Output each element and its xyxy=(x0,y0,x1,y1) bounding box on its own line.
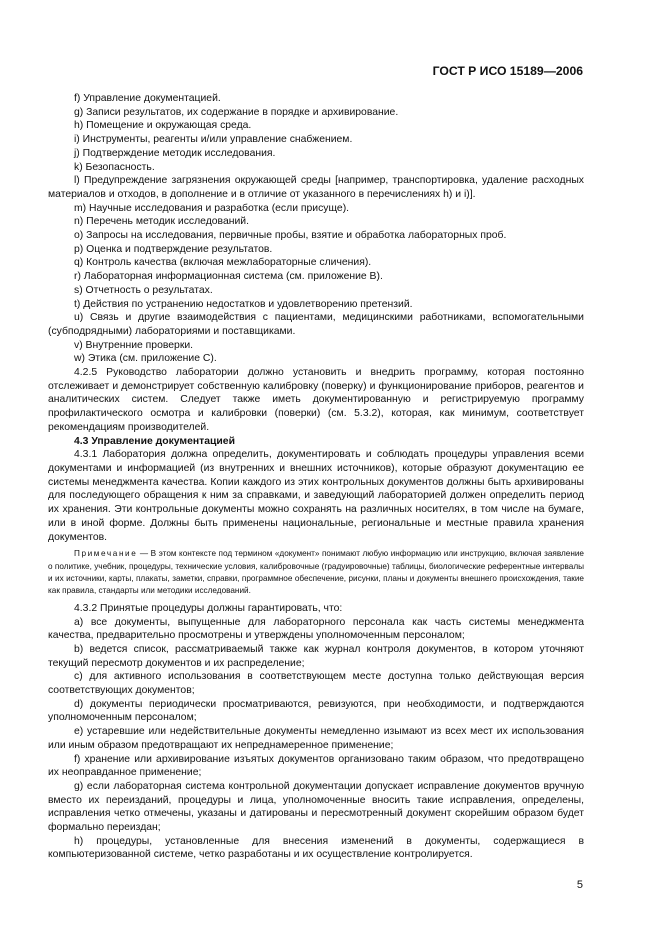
list-item-h2: h) процедуры, установленные для внесения изменений в документы, содержащиеся в компьютеризованной системе, четко разработаны и их осуществление контролируется. xyxy=(48,835,584,861)
list-item-h: h) Помещение и окружающая среда. xyxy=(74,120,252,132)
list-item-p: p) Оценка и подтверждение результатов. xyxy=(74,243,273,255)
list-item-c: c) для активного использования в соответствующем месте доступна только действующая версия соответствующих документов; xyxy=(48,671,584,697)
paragraph-4-3-1: 4.3.1 Лаборатория должна определить, документировать и соблюдать процедуры управления всеми документами и информацией (из внутренних и внешних источников), которые образуют документацию ее системы менеджмента качества. Копии каждого из этих контрольных документов должны быть архивированы для последующего обращения к ним за справками, и заведующий лабораторией должен определить период их хранения. Эти контрольные документы можно сохранять на различных носителях, в том числе на бумаге, или в иной форме. Должны быть применены национальные, региональные и местные правила хранения документов. xyxy=(48,449,584,543)
paragraph-4-2-5: 4.2.5 Руководство лаборатории должно установить и внедрить программу, которая постоянно отслеживает и демонстрирует собственную калибровку (поверку) и функционирование приборов, реагентов и аналитических систем. Следует также иметь документированную и регистрируемую программу профилактического осмотра и калибровки (поверки) (см. 5.3.2), которая, как минимум, соответствует рекомендациям производителей. xyxy=(48,367,584,433)
section-heading-4-3: 4.3 Управление документацией xyxy=(74,435,235,447)
list-item-j: j) Подтверждение методик исследования. xyxy=(74,147,276,159)
document-body xyxy=(48,92,584,862)
list-item-i: i) Инструменты, реагенты и/или управление снабжением. xyxy=(74,134,353,146)
list-item-e: e) устаревшие или недействительные документы немедленно изымают из всех мест их использования или иным образом предотвращают их непреднамеренное применение; xyxy=(48,726,584,751)
paragraph-4-3-2: 4.3.2 Принятые процедуры должны гарантировать, что: xyxy=(74,602,343,614)
page-number: 5 xyxy=(576,879,583,891)
list-item-w: w) Этика (см. приложение C). xyxy=(74,353,217,365)
list-item-n: n) Перечень методик исследований. xyxy=(74,216,249,228)
list-item-v: v) Внутренние проверки. xyxy=(74,339,194,351)
note-text: — В этом контексте под термином «документ» понимают любую информацию или инструкцию, включая заявление о политике, учебник, процедуры, технические условия, калибровочные (градуировочные) таблицы, биологические референтные интервалы и их источники, карты, плакаты, заметки, справки, программное обеспечение, рисунки, планы и документы внешнего происхождения, такие как правила, стандарты или методики исследований. xyxy=(48,549,584,596)
note xyxy=(48,548,584,598)
list-item-k: k) Безопасность. xyxy=(74,161,155,173)
list-item-q: q) Контроль качества (включая межлабораторные сличения). xyxy=(74,257,372,269)
list-item-d: d) документы периодически просматриваются, ревизуются, при необходимости, и подтверждаются уполномоченным персоналом; xyxy=(48,698,584,724)
note-label: Примечание xyxy=(74,549,138,559)
document-header: ГОСТ Р ИСО 15189—2006 xyxy=(432,64,583,78)
list-item-l: l) Предупреждение загрязнения окружающей среды [например, транспортировка, удаление расходных материалов и отходов, в дополнение и в отличие от указанного в перечислениях h) и i)]. xyxy=(48,175,584,200)
list-item-b: b) ведется список, рассматриваемый также как журнал контроля документов, в котором уточняют текущий пересмотр документов и их распределение; xyxy=(48,643,584,669)
list-item-f2: f) хранение или архивирование изъятых документов организовано таким образом, что предотвращено их неоправданное применение; xyxy=(48,753,584,779)
list-item-g2: g) если лабораторная система контрольной документации допускает исправление документов вручную вместо их переизданий, процедуры и лица, уполномоченные вносить такие исправления, определены, исправления четко отмечены, указаны и датированы и пересмотренный документ скорейшим образом будет формально переиздан; xyxy=(48,780,584,834)
list-item-f: f) Управление документацией. xyxy=(74,93,221,104)
list-item-g: g) Записи результатов, их содержание в порядке и архивирование. xyxy=(74,106,399,118)
list-item-s: s) Отчетность о результатах. xyxy=(74,284,213,296)
list-item-o: o) Запросы на исследования, первичные пробы, взятие и обработка лабораторных проб. xyxy=(74,230,507,242)
list-item-m: m) Научные исследования и разработка (если присуще). xyxy=(74,202,350,214)
list-item-r: r) Лабораторная информационная система (см. приложение B). xyxy=(74,271,383,283)
list-item-a: a) все документы, выпущенные для лабораторного персонала как часть системы менеджмента качества, предварительно просмотрены и утверждены уполномоченным персоналом; xyxy=(48,616,584,642)
list-item-u: u) Связь и другие взаимодействия с пациентами, медицинскими работниками, вспомогательными (субподрядными) лабораториями и поставщиками. xyxy=(48,312,584,337)
list-item-t: t) Действия по устранению недостатков и удовлетворению претензий. xyxy=(74,298,413,310)
